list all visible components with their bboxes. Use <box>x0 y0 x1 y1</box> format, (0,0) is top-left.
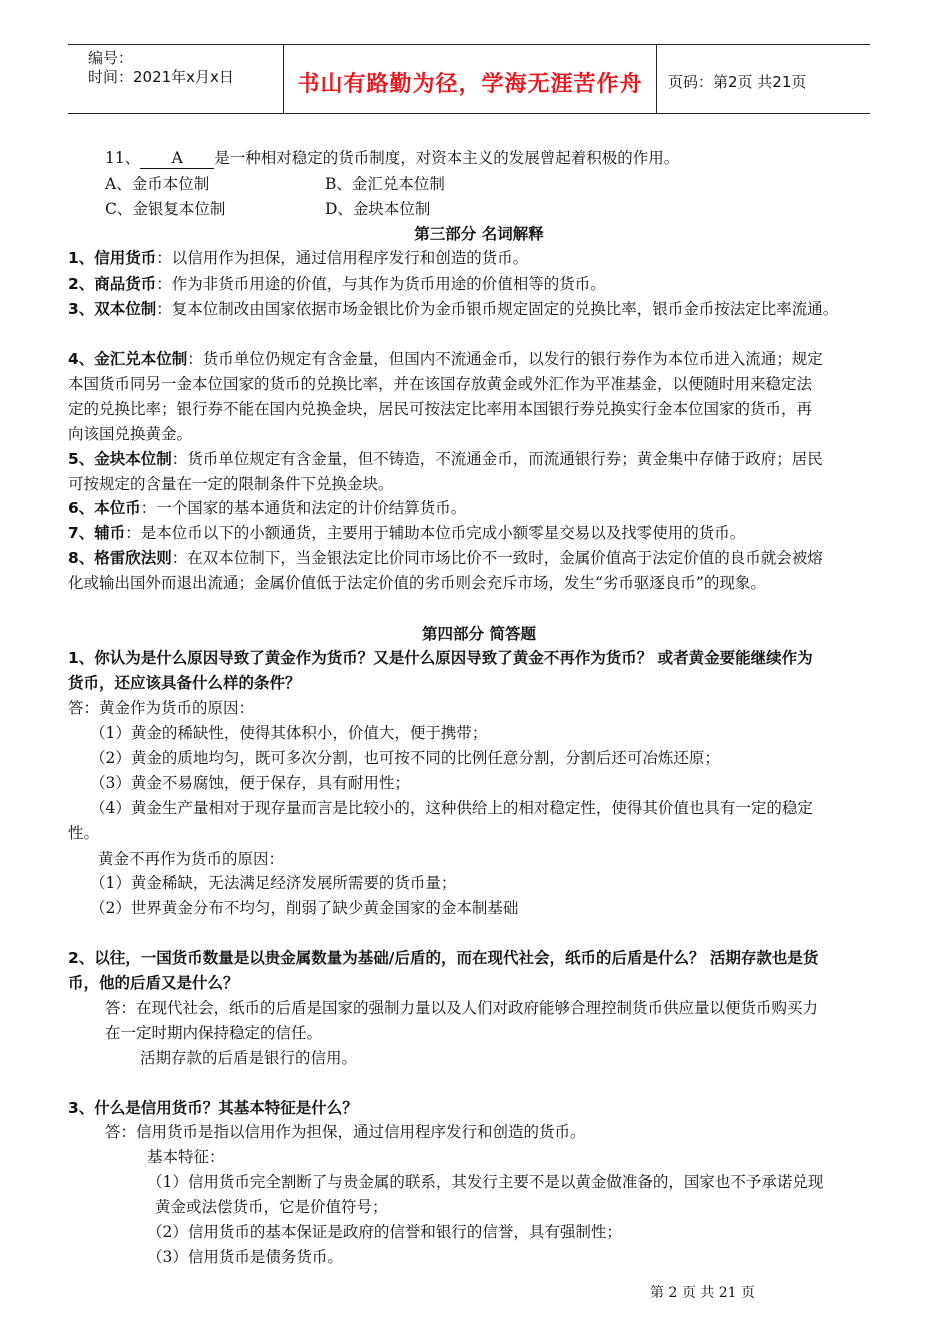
q1-question: 1、你认为是什么原因导致了黄金作为货币？又是什么原因导致了黄金不再作为货币？ 或者黄金要能继续作为 <box>68 649 813 667</box>
term-continuation: 定的兑换比率；银行券不能在国内兑换金块，居民可按法定比率用本国银行券兑换实行金本位国家的货币，再 <box>68 400 813 418</box>
q3-answer: 答：信用货币是指以信用作为担保，通过信用程序发行和创造的货币。 <box>105 1123 586 1141</box>
term-item <box>68 349 890 369</box>
q1-reason-cont: 性。 <box>68 824 100 842</box>
q11-stem <box>105 148 927 169</box>
header-bottom-rule <box>68 113 870 114</box>
term-label: 7、辅币 <box>68 524 126 542</box>
q3-feature: （2）信用货币的基本保证是政府的信誉和银行的信誉，具有强制性； <box>147 1223 622 1241</box>
term-item <box>68 449 890 469</box>
q3-features-intro: 基本特征： <box>147 1148 225 1166</box>
term-item <box>68 523 890 543</box>
page-footer: 第 2 页 共 21 页 <box>650 1285 755 1301</box>
header-motto: 书山有路勤为径，学海无涯苦作舟 <box>297 72 643 97</box>
header-number: 编号： <box>88 49 134 67</box>
q1-reason: （3）黄金不易腐蚀，便于保存，具有耐用性； <box>90 774 410 792</box>
term-continuation: 化或输出国外而退出流通；金属价值低于法定价值的劣币则会充斥市场，发生“劣币驱逐良币”的现象。 <box>68 574 766 592</box>
term-definition: ：在双本位制下，当金银法定比价同市场比价不一致时，金属价值高于法定价值的良币就会被熔 <box>171 549 823 567</box>
term-label: 1、信用货币 <box>68 249 157 267</box>
q11-number: 11、 <box>105 149 141 167</box>
q1-not-intro: 黄金不再作为货币的原因： <box>98 850 285 868</box>
q2-answer-cont: 在一定时期内保持稳定的信任。 <box>105 1024 323 1042</box>
q1-reason: （2）黄金的质地均匀，既可多次分割，也可按不同的比例任意分割，分割后还可冶炼还原； <box>90 749 720 767</box>
q3-feature: （3）信用货币是债务货币。 <box>147 1248 343 1266</box>
q2-answer2: 活期存款的后盾是银行的信用。 <box>140 1049 358 1067</box>
q1-reason: （1）黄金的稀缺性，使得其体积小，价值大，便于携带； <box>90 724 488 742</box>
term-definition: ：作为非货币用途的价值，与其作为货币用途的价值相等的货币。 <box>156 275 606 293</box>
q1-reason: （4）黄金生产量相对于现存量而言是比较小的，这种供给上的相对稳定性，使得其价值也具有一定的稳定 <box>90 799 813 817</box>
header-page: 页码：第2页 共21页 <box>668 73 807 91</box>
q11-option-c: C、金银复本位制 <box>105 200 226 218</box>
q2-question: 2、以往，一国货币数量是以贵金属数量为基础/后盾的，而在现代社会，纸币的后盾是什么？ 活期存款也是货 <box>68 949 819 967</box>
q1-not-reason: （1）黄金稀缺，无法满足经济发展所需要的货币量； <box>90 874 457 892</box>
term-definition: ：货币单位规定有含金量，但不铸造，不流通金币，而流通银行券；黄金集中存储于政府；居民 <box>171 450 823 468</box>
header-divider-right <box>656 44 657 114</box>
q11-option-a: A、金币本位制 <box>105 175 210 193</box>
term-continuation: 向该国兑换黄金。 <box>68 425 193 443</box>
term-definition: ：复本位制改由国家依据市场金银比价为金币银币规定固定的兑换比率，银币金币按法定比率流通。 <box>156 300 839 318</box>
term-label: 5、金块本位制 <box>68 450 172 468</box>
term-continuation: 本国货币同另一金本位国家的货币的兑换比率，并在该国存放黄金或外汇作为平准基金，以便随时用来稳定法 <box>68 375 813 393</box>
q11-stem-text: 是一种相对稳定的货币制度，对资本主义的发展曾起着积极的作用。 <box>214 149 680 167</box>
term-label: 4、金汇兑本位制 <box>68 350 188 368</box>
term-item <box>68 248 890 268</box>
term-label: 2、商品货币 <box>68 275 157 293</box>
q3-question: 3、什么是信用货币？其基本特征是什么？ <box>68 1099 358 1117</box>
q11-option-d: D、金块本位制 <box>325 200 431 218</box>
part4-title: 第四部分 简答题 <box>422 625 536 643</box>
q3-feature: （1）信用货币完全割断了与贵金属的联系，其发行主要不是以黄金做准备的，国家也不予承诺兑现 <box>147 1173 824 1191</box>
header-time: 时间：2021年x月x日 <box>88 68 234 86</box>
q1-not-reason: （2）世界黄金分布不均匀，削弱了缺少黄金国家的金本制基础 <box>90 899 519 917</box>
term-item <box>68 498 890 518</box>
q11-option-b: B、金汇兑本位制 <box>325 175 445 193</box>
q3-feature-cont: 黄金或法偿货币，它是价值符号； <box>155 1198 388 1216</box>
term-definition: ：货币单位仍规定有含金量，但国内不流通金币，以发行的银行券作为本位币进入流通；规定 <box>187 350 823 368</box>
term-label: 6、本位币 <box>68 499 141 517</box>
term-label: 3、双本位制 <box>68 300 157 318</box>
term-definition: ：一个国家的基本通货和法定的计价结算货币。 <box>140 499 467 517</box>
term-item <box>68 299 890 319</box>
header-top-rule <box>68 44 870 45</box>
term-definition: ：以信用作为担保，通过信用程序发行和创造的货币。 <box>156 249 529 267</box>
term-item <box>68 548 890 568</box>
q2-answer: 答：在现代社会，纸币的后盾是国家的强制力量以及人们对政府能够合理控制货币供应量以便货币购买力 <box>105 999 819 1017</box>
term-label: 8、格雷欣法则 <box>68 549 172 567</box>
q1-question-cont: 货币，还应该具备什么样的条件？ <box>68 674 301 692</box>
term-item <box>68 274 890 294</box>
q11-answer-blank: A <box>140 148 214 169</box>
term-continuation: 可按规定的含量在一定的限制条件下兑换金块。 <box>68 475 394 493</box>
q2-question-cont: 币，他的后盾又是什么？ <box>68 974 239 992</box>
header-divider-left <box>283 44 284 114</box>
term-definition: ：是本位币以下的小额通货，主要用于辅助本位币完成小额零星交易以及找零使用的货币。 <box>125 524 746 542</box>
part3-title: 第三部分 名词解释 <box>414 225 544 243</box>
q1-answer-intro: 答：黄金作为货币的原因： <box>68 699 255 717</box>
